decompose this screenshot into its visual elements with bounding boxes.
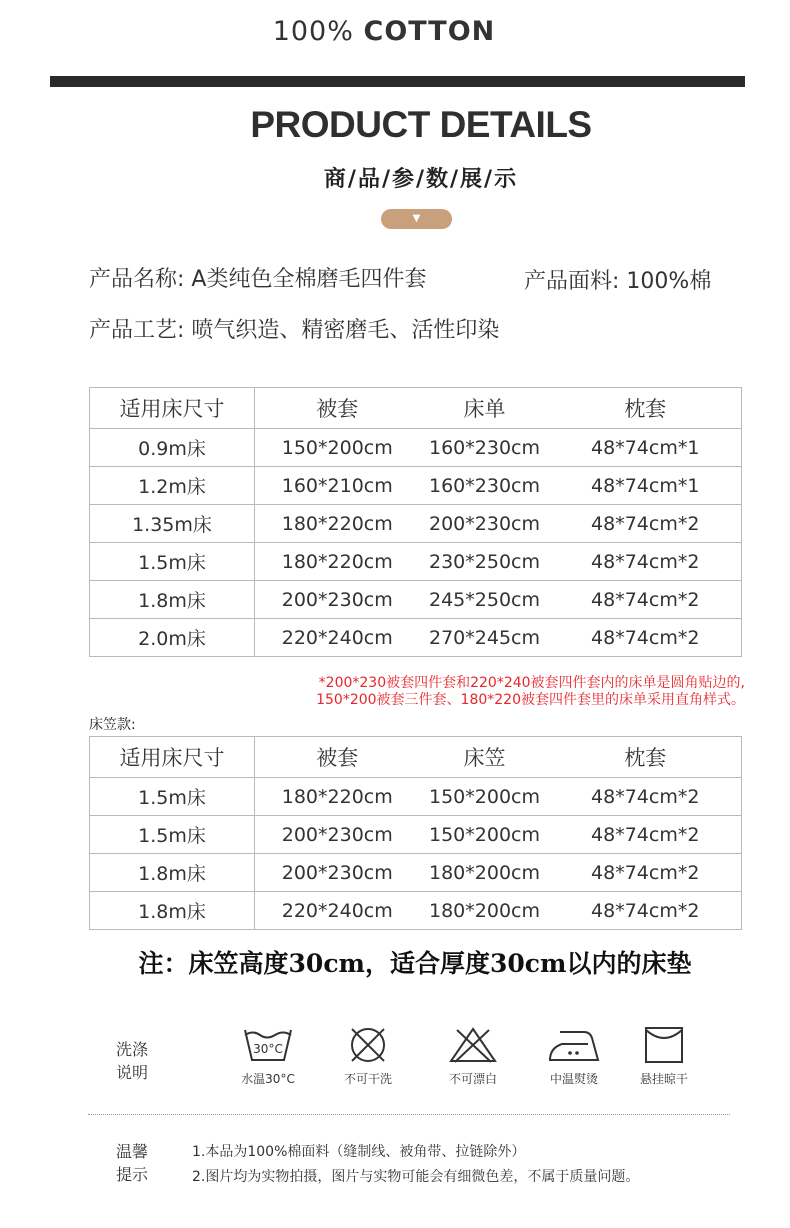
cell-sheet: 200*230cm bbox=[420, 505, 550, 543]
no-dry-clean-icon bbox=[344, 1026, 392, 1064]
cell-pillowcase: 48*74cm*2 bbox=[550, 892, 742, 930]
header-bed-size: 适用床尺寸 bbox=[90, 388, 255, 429]
header-pillowcase: 枕套 bbox=[550, 388, 742, 429]
cell-pillowcase: 48*74cm*1 bbox=[550, 467, 742, 505]
care-label-hang-dry: 悬挂晾干 bbox=[639, 1072, 688, 1086]
cell-sheet: 230*250cm bbox=[420, 543, 550, 581]
cell-fitted-sheet: 150*200cm bbox=[420, 778, 550, 816]
care-item-iron bbox=[524, 1026, 624, 1087]
product-craft-value: 喷气织造、精密磨毛、活性印染 bbox=[191, 318, 500, 343]
cell-fitted-sheet: 180*200cm bbox=[420, 854, 550, 892]
size-table bbox=[89, 387, 742, 657]
cell-duvet-cover: 160*210cm bbox=[255, 467, 420, 505]
cell-duvet-cover: 180*220cm bbox=[255, 543, 420, 581]
care-item-wash bbox=[218, 1026, 318, 1087]
care-title bbox=[116, 1038, 156, 1084]
cell-bed-size: 0.9m床 bbox=[90, 429, 255, 467]
cell-pillowcase: 48*74cm*1 bbox=[550, 429, 742, 467]
cell-pillowcase: 48*74cm*2 bbox=[550, 816, 742, 854]
cell-fitted-sheet: 150*200cm bbox=[420, 816, 550, 854]
cell-bed-size: 1.8m床 bbox=[90, 854, 255, 892]
cell-duvet-cover: 200*230cm bbox=[255, 816, 420, 854]
table-row bbox=[90, 778, 742, 816]
care-label-no-dry-clean: 不可干洗 bbox=[343, 1072, 392, 1086]
cell-bed-size: 1.35m床 bbox=[90, 505, 255, 543]
cell-pillowcase: 48*74cm*2 bbox=[550, 543, 742, 581]
product-fabric-row bbox=[524, 264, 711, 295]
table-row bbox=[90, 543, 742, 581]
care-item-no-bleach bbox=[423, 1026, 523, 1087]
tip-item: 1.本品为100%棉面料（缝制线、被角带、拉链除外） bbox=[192, 1144, 526, 1160]
table-row bbox=[90, 619, 742, 657]
care-title-line1: 洗涤 bbox=[116, 1040, 149, 1059]
brand-prefix: 100% bbox=[272, 16, 354, 47]
cell-sheet: 160*230cm bbox=[420, 467, 550, 505]
wash-30-icon bbox=[242, 1026, 294, 1064]
fitted-size-table bbox=[89, 736, 742, 930]
product-fabric-value: 100%棉 bbox=[626, 269, 712, 294]
care-label-iron: 中温熨烫 bbox=[549, 1072, 598, 1086]
cell-bed-size: 1.8m床 bbox=[90, 581, 255, 619]
wash-temp-text: 30°C bbox=[253, 1042, 283, 1056]
table-row bbox=[90, 816, 742, 854]
fitted-sheet-height-note: 注：床笠高度30cm，适合厚度30cm以内的床垫 bbox=[138, 949, 692, 978]
cell-bed-size: 1.5m床 bbox=[90, 778, 255, 816]
cell-pillowcase: 48*74cm*2 bbox=[550, 619, 742, 657]
size-table-header bbox=[90, 388, 742, 429]
cell-bed-size: 1.8m床 bbox=[90, 892, 255, 930]
hang-dry-icon bbox=[642, 1026, 686, 1064]
cell-fitted-sheet: 180*200cm bbox=[420, 892, 550, 930]
cell-bed-size: 1.5m床 bbox=[90, 816, 255, 854]
fitted-table-header bbox=[90, 737, 742, 778]
header-duvet-cover: 被套 bbox=[255, 737, 420, 778]
cell-pillowcase: 48*74cm*2 bbox=[550, 581, 742, 619]
care-label-no-bleach: 不可漂白 bbox=[448, 1072, 497, 1086]
brand-word: COTTON bbox=[363, 16, 496, 47]
cell-duvet-cover: 220*240cm bbox=[255, 619, 420, 657]
cell-duvet-cover: 220*240cm bbox=[255, 892, 420, 930]
fitted-sheet-label: 床笠款: bbox=[89, 717, 136, 733]
product-fabric-label: 产品面料: bbox=[524, 269, 620, 294]
header-pillowcase: 枕套 bbox=[550, 737, 742, 778]
cell-sheet: 270*245cm bbox=[420, 619, 550, 657]
product-craft-label: 产品工艺: bbox=[89, 318, 185, 343]
chevron-down-icon: ▼ bbox=[381, 209, 452, 229]
header-divider-bar bbox=[50, 76, 745, 87]
header-fitted-sheet: 床笠 bbox=[420, 737, 550, 778]
no-bleach-icon bbox=[447, 1026, 499, 1064]
product-craft-row bbox=[89, 313, 499, 344]
header-bed-size: 适用床尺寸 bbox=[90, 737, 255, 778]
cell-duvet-cover: 150*200cm bbox=[255, 429, 420, 467]
table-row bbox=[90, 892, 742, 930]
header-sheet: 床单 bbox=[420, 388, 550, 429]
product-details-heading: PRODUCT DETAILS bbox=[250, 104, 592, 145]
care-label-wash: 水温30°C bbox=[241, 1072, 295, 1086]
table-row bbox=[90, 429, 742, 467]
cell-bed-size: 1.5m床 bbox=[90, 543, 255, 581]
sheet-style-note-line2: 150*200被套三件套、180*220被套四件套里的床单采用直角样式。 bbox=[316, 692, 745, 708]
cell-pillowcase: 48*74cm*2 bbox=[550, 505, 742, 543]
tips-title-line2: 提示 bbox=[116, 1165, 149, 1184]
cell-pillowcase: 48*74cm*2 bbox=[550, 778, 742, 816]
table-row bbox=[90, 467, 742, 505]
header-duvet-cover: 被套 bbox=[255, 388, 420, 429]
tips-title bbox=[116, 1140, 156, 1186]
care-title-line2: 说明 bbox=[116, 1063, 149, 1082]
brand-title bbox=[0, 16, 768, 47]
cell-sheet: 160*230cm bbox=[420, 429, 550, 467]
cell-bed-size: 1.2m床 bbox=[90, 467, 255, 505]
cell-bed-size: 2.0m床 bbox=[90, 619, 255, 657]
product-name-label: 产品名称: bbox=[89, 267, 185, 292]
product-name-value: A类纯色全棉磨毛四件套 bbox=[191, 267, 427, 292]
table-row bbox=[90, 505, 742, 543]
care-item-hang-dry bbox=[614, 1026, 714, 1087]
tip-item: 2.图片均为实物拍摄，图片与实物可能会有细微色差，不属于质量问题。 bbox=[192, 1169, 640, 1185]
product-details-subheading: 商/品/参/数/展/示 bbox=[323, 167, 519, 192]
care-item-no-dry-clean bbox=[318, 1026, 418, 1087]
section-divider bbox=[88, 1114, 730, 1115]
table-row bbox=[90, 854, 742, 892]
cell-duvet-cover: 200*230cm bbox=[255, 854, 420, 892]
cell-duvet-cover: 180*220cm bbox=[255, 778, 420, 816]
table-row bbox=[90, 581, 742, 619]
cell-duvet-cover: 180*220cm bbox=[255, 505, 420, 543]
iron-medium-icon bbox=[546, 1026, 602, 1064]
sheet-style-note-line1: *200*230被套四件套和220*240被套四件套内的床单是圆角贴边的, bbox=[318, 675, 745, 691]
cell-sheet: 245*250cm bbox=[420, 581, 550, 619]
tips-title-line1: 温馨 bbox=[116, 1142, 149, 1161]
cell-duvet-cover: 200*230cm bbox=[255, 581, 420, 619]
cell-pillowcase: 48*74cm*2 bbox=[550, 854, 742, 892]
product-name-row bbox=[89, 262, 426, 293]
